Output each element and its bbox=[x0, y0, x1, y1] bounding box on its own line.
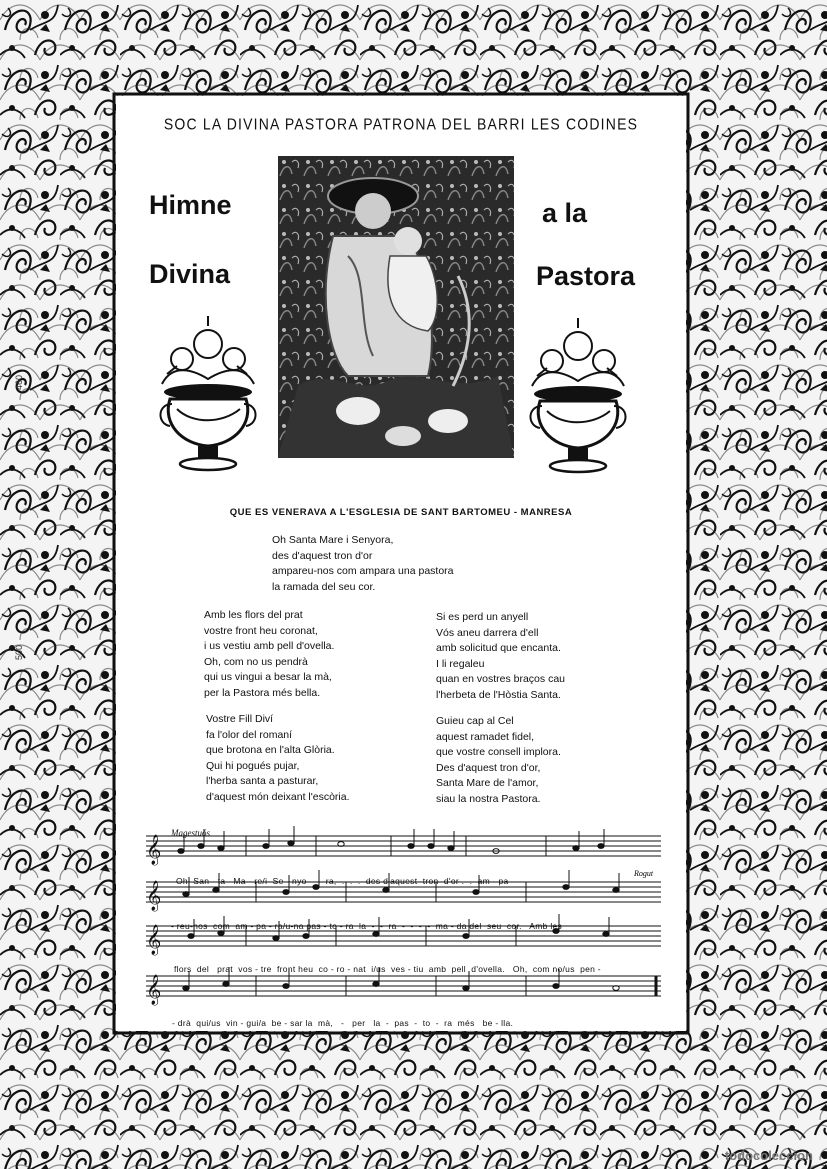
verse-right-1: Si es perd un anyell Vós aneu darrera d'ell amb solicitud que encanta. I li regaleu quan en vostres braços cau l'herbeta de l'Hòstia Santa. bbox=[436, 611, 565, 701]
margin-note-1: 460 bbox=[14, 374, 24, 390]
lyric-line-4: - drà qui/us vin - gui/a be - sar la mà, - per la - pas - to - ra més be - lla. bbox=[172, 1018, 514, 1028]
lyric-line-2: - reu-nos com am - pa - ra/u-na pas - to - ra la - - ra - - - - ma - da del seu cor. Amb les bbox=[171, 921, 563, 931]
flower-vase-right bbox=[522, 316, 634, 481]
title-word-himne: Himne bbox=[149, 190, 232, 220]
verse-left-2: Vostre Fill Diví fa l'olor del romaní que brotona en l'alta Glòria. Qui hi pogués pujar, l'herba santa a pasturar, d'aquest món deixant l'escòria. bbox=[206, 713, 350, 803]
title-word-pastora: Pastora bbox=[536, 261, 636, 291]
content-panel bbox=[116, 96, 686, 1031]
verse-left-1: Amb les flors del prat vostre front heu coronat, i us vestiu amb pell d'ovella. Oh, com no us pendrà qui us vingui a besar la mà, per la Pastora més bella. bbox=[204, 609, 335, 699]
watermark: todocoleccion bbox=[724, 1148, 813, 1163]
flower-vase-left bbox=[152, 314, 264, 479]
title-word-a-la: a la bbox=[542, 198, 588, 228]
title-word-divina: Divina bbox=[149, 259, 231, 289]
rit-marking: Rogut bbox=[634, 869, 654, 878]
header-dedication: SOC LA DIVINA PASTORA PATRONA DEL BARRI LES CODINES bbox=[163, 115, 639, 133]
tempo-marking: Magestuós bbox=[171, 828, 210, 838]
photo-illustration bbox=[278, 156, 514, 458]
subtitle-church: QUE ES VENERAVA A L'ESGLESIA DE SANT BARTOMEU - MANRESA bbox=[229, 507, 573, 518]
svg-text:𝄞: 𝄞 bbox=[146, 925, 162, 955]
verse-right-2: Guieu cap al Cel aquest ramadet fidel, que vostre consell implora. Des d'aquest tron d'or, Santa Mare de l'amor, siau la nostra Pastora. bbox=[436, 715, 561, 805]
verse-intro: Oh Santa Mare i Senyora, des d'aquest tron d'or ampareu-nos com ampara una pastora la ramada del seu cor. bbox=[272, 534, 454, 593]
lyric-line-3: flors del prat vos - tre front heu co - ro - nat i/us ves - tiu amb pell d'ovella. Oh, com no/us pen - bbox=[174, 964, 601, 974]
lyric-line-1: Oh San - ta Ma - re/i Se - nyo - ra, . . . des d'aquest tron d'or . . am - pa bbox=[176, 876, 509, 886]
svg-text:𝄞: 𝄞 bbox=[146, 881, 162, 911]
svg-text:𝄞: 𝄞 bbox=[146, 975, 162, 1005]
svg-text:𝄞: 𝄞 bbox=[146, 835, 162, 865]
divine-shepherdess-photo bbox=[278, 156, 514, 458]
treble-clefs bbox=[146, 834, 161, 1006]
margin-note-2: 500 bbox=[14, 644, 24, 660]
